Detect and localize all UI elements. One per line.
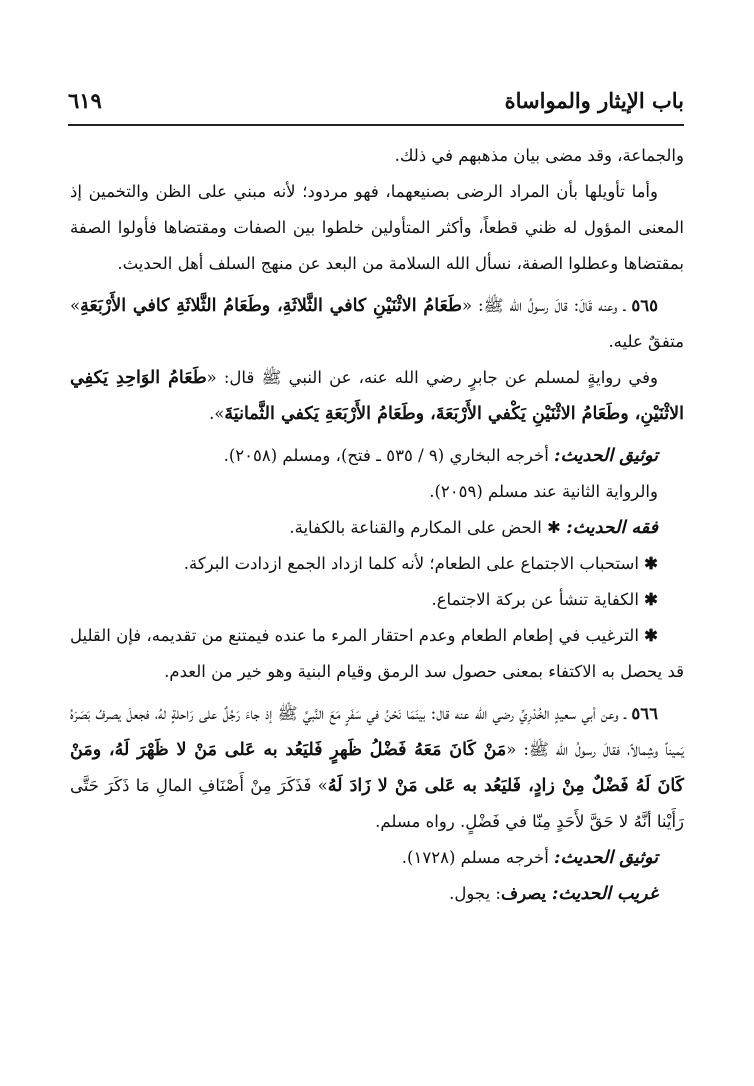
bullet-item (70, 618, 684, 690)
bullet-item (70, 546, 684, 582)
page-header (68, 84, 684, 126)
bullet-text: الكفاية تنشأ عن بركة الاجتماع. (431, 590, 639, 609)
hadith-outro: » متفقٌ عليه. (70, 296, 684, 351)
hadith-text: طَعَامُ الاثْنَيْنِ كافي الثَّلاثَةِ، وطَعَامُ الثَّلاثَةِ كافي الأَرْبَعَةِ (80, 296, 462, 316)
paragraph-continuation: والجماعة، وقد مضى بيان مذهبهم في ذلك. (394, 146, 684, 165)
riwaya-muslim (70, 360, 684, 432)
hadith-566 (70, 696, 684, 840)
riwaya-hadith-text: طَعَامُ الوَاحِدِ يَكفِي الاثْنَيْنِ، وطَعَامُ الاثْنَيْنِ يَكْفي الأَرْبَعَةَ، وطَعَامُ الأَرْبَعَةِ يَكفي الثَّمانيَةَ (70, 368, 684, 424)
hadith-number: ٥٦٦ (631, 704, 658, 723)
riwaya-outro: ». (209, 404, 225, 423)
hadith-text: مَنْ كَانَ مَعَهُ فَضْلُ ظَهرٍ فَليَعُد به عَلى مَنْ لا ظَهْرَ لَهُ، ومَنْ كَانَ لَهُ فَضْلٌ مِنْ زادٍ، فَليَعُد به عَلى مَنْ لا زَادَ لَهُ (70, 740, 684, 796)
hadith-565 (70, 288, 684, 360)
bullet-star-icon: ✱ (644, 626, 658, 645)
fiqh-text: ✱ الحض على المكارم والقناعة بالكفاية. (289, 518, 567, 537)
bullet-text: استحباب الاجتماع على الطعام؛ لأنه كلما ازداد الجمع ازدادت البركة. (183, 554, 639, 573)
riwaya-second: والرواية الثانية عند مسلم (٢٠٥٩). (429, 482, 658, 501)
tawthiq-text: أخرجه البخاري (٩ / ٥٣٥ ـ فتح)، ومسلم (٢٠٥٨). (223, 446, 555, 465)
tawthiq-label: توثيق الحديث: (554, 446, 658, 466)
gharib (70, 876, 684, 912)
tawthiq-label: توثيق الحديث: (554, 848, 658, 868)
fiqh-heading (70, 510, 684, 546)
tawthiq-1 (70, 438, 684, 474)
gharib-word: يصرف (500, 884, 552, 903)
tawthiq-text: أخرجه مسلم (١٧٢٨). (401, 848, 555, 867)
hadith-outro: » فَذَكَرَ مِنْ أَصْنَافِ المالِ مَا ذَكَرَ حَتَّى رَأَيْنا أنَّهُ لا حَقَّ لأَحَدٍ مِنّا في فَضْلٍ. رواه مسلم. (70, 776, 684, 831)
gharib-label: غريب الحديث: (551, 884, 658, 904)
bullet-star-icon: ✱ (644, 554, 658, 573)
tawthiq-2 (70, 840, 684, 876)
riwaya-intro: وفي روايةٍ لمسلم عن جابرٍ رضي الله عنه، عن النبي ﷺ قال: « (206, 368, 658, 387)
gharib-text: : يجول. (449, 884, 501, 903)
hadith-intro: ـ وعنه قَالَ: قالَ رسولُ الله ﷺ: « (461, 296, 626, 315)
chapter-title: باب الإيثار والمواساة (504, 88, 684, 113)
page-number: ٦١٩ (68, 88, 102, 113)
bullet-item (70, 582, 684, 618)
hadith-intro: ـ وعن أبي سعيدٍ الخُدْرِيِّ رضي الله عنه قال: بينَمَا نَحْنُ في سَفَرٍ مَعَ النَّبيِّ ﷺ إذ جاءَ رَجُلٌ على رَاحلةٍ لهُ، فجعلَ يصرفُ بَصَرَهُ يَميناً وشِمالاً، فقالَ رسولُ الله ﷺ: « (70, 704, 684, 759)
fiqh-label: فقه الحديث: (566, 518, 658, 538)
bullet-text: الترغيب في إطعام الطعام وعدم احتقار المرء ما عنده فيمتنع من تقديمه، فإن القليل قد يحصل به الاكتفاء بمعنى حصول سد الرمق وقيام البنية وهو خير من العدم. (70, 626, 684, 681)
bullet-star-icon: ✱ (644, 590, 658, 609)
hadith-number: ٥٦٥ (631, 296, 658, 315)
paragraph-tawil: وأما تأويلها بأن المراد الرضى بصنيعهما، فهو مردود؛ لأنه مبني على الظن والتخمين إذ المعنى المؤول له ظني قطعاً، وأكثر المتأولين خلطوا بين الصفات ومقتضاها فأولوا الصفة بمقتضاها وعطلوا الصفة، نسأل الله السلامة من البعد عن منهج السلف أهل الحديث. (70, 182, 684, 273)
page-body (70, 138, 684, 912)
